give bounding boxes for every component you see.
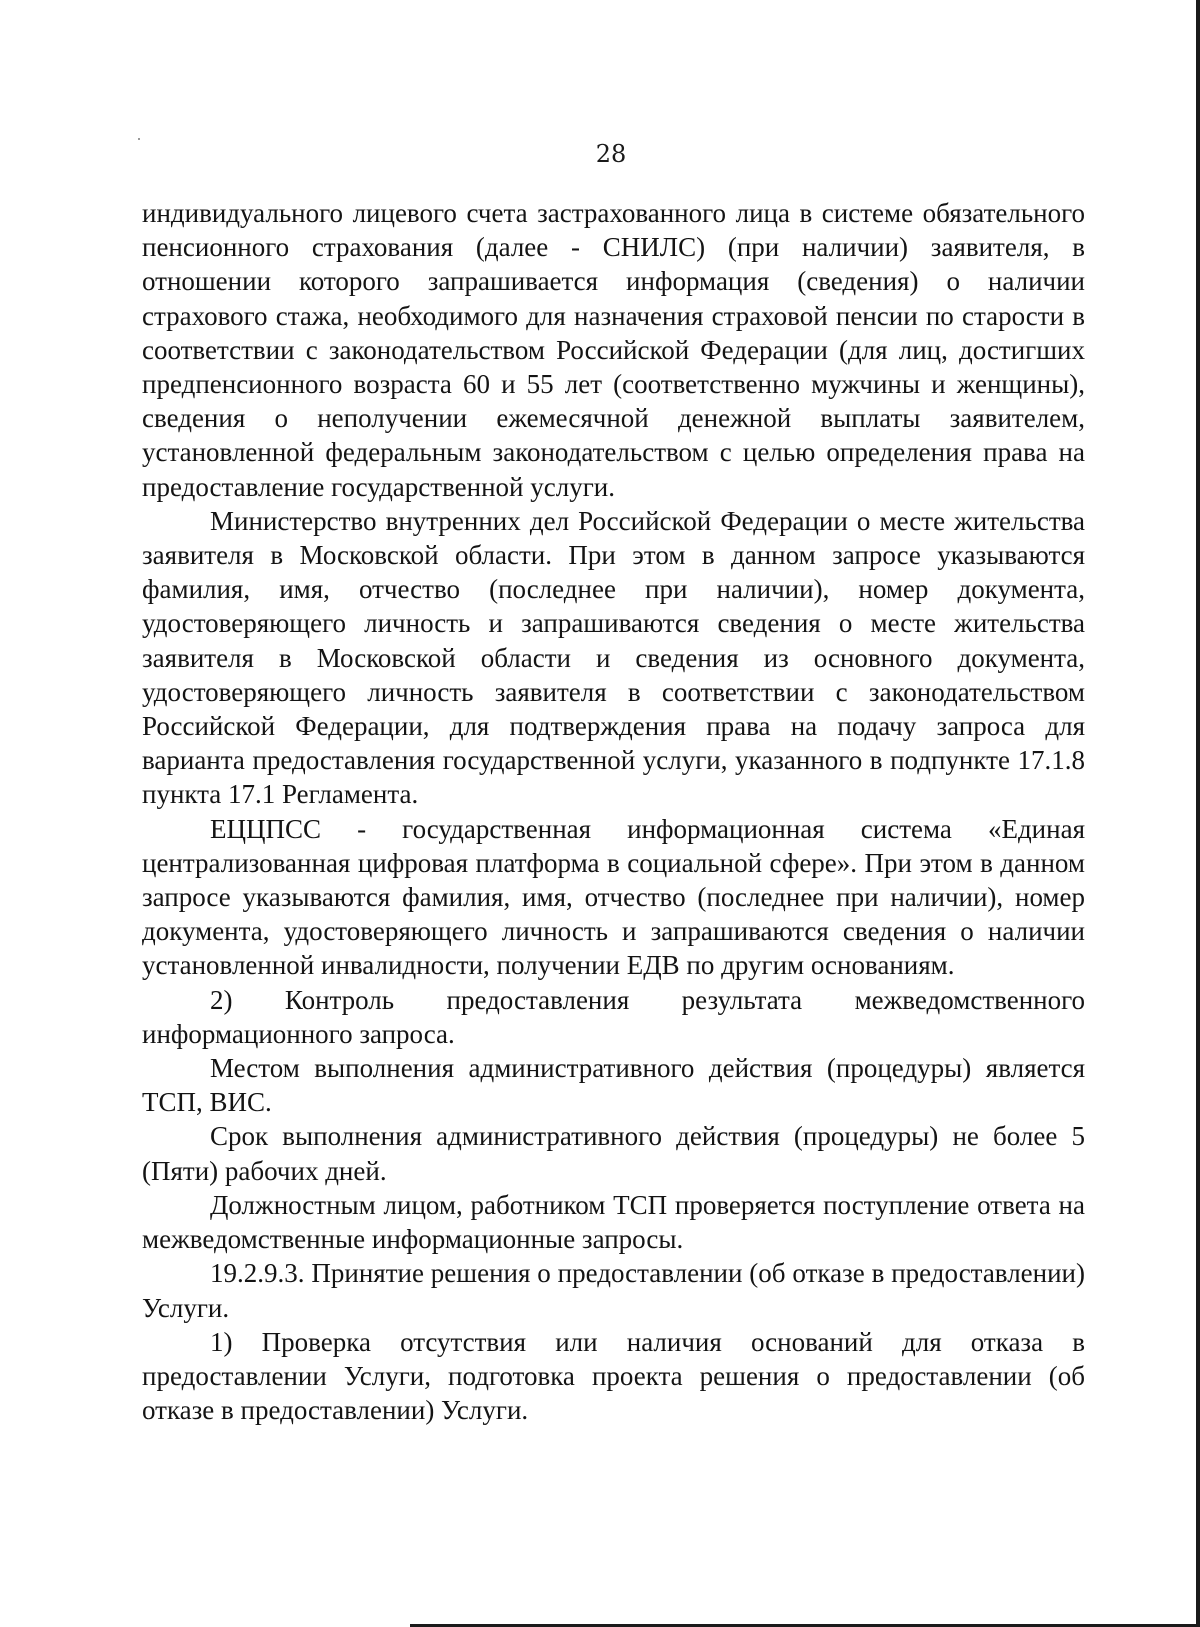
paragraph-snils-continuation: индивидуального лицевого счета застрахованного лица в системе обязательного пенсионного страхования (далее - СНИЛС) (при наличии) заявителя, в отношении которого запрашивается информация (сведения) о наличии страхового стажа, необходимого для назначения страховой пенсии по старости в соответствии с законодательством Российской Федерации (для лиц, достигших предпенсионного возраста 60 и 55 лет (соответственно мужчины и женщины), сведения о неполучении ежемесячной денежной выплаты заявителем, установленной федеральным законодательством с целью определения права на предоставление государственной услуги. <box>142 198 1085 502</box>
document-body <box>142 196 1085 1427</box>
paragraph-refusal-check: 1) Проверка отсутствия или наличия оснований для отказа в предоставлении Услуги, подготовка проекта решения о предоставлении (об отказе в предоставлении) Услуги. <box>142 1326 1085 1426</box>
paragraph-execution-term: Срок выполнения административного действия (процедуры) не более 5 (Пяти) рабочих дней. <box>142 1121 1085 1186</box>
paragraph-place-of-execution: Местом выполнения административного действия (процедуры) является ТСП, ВИС. <box>142 1053 1085 1118</box>
paragraph-control-result: 2) Контроль предоставления результата межведомственного информационного запроса. <box>142 984 1085 1049</box>
paragraph-eccpss-request: ЕЦЦПСС - государственная информационная система «Единая централизованная цифровая платформа в социальной сфере». При этом в данном запросе указываются фамилия, имя, отчество (последнее при наличии), номер документа, удостоверяющего личность и запрашиваются сведения о наличии установленной инвалидности, получении ЕДВ по другим основаниям. <box>142 813 1085 981</box>
paragraph-response-check: Должностным лицом, работником ТСП проверяется поступление ответа на межведомственные информационные запросы. <box>142 1189 1085 1255</box>
paragraph-mvd-request: Министерство внутренних дел Российской Федерации о месте жительства заявителя в Московской области. При этом в данном запросе указываются фамилия, имя, отчество (последнее при наличии), номер документа, удостоверяющего личность и запрашиваются сведения о месте жительства заявителя в Московской области и сведения из основного документа, удостоверяющего личность заявителя в соответствии с законодательством Российской Федерации, для подтверждения права на подачу запроса для варианта предоставления государственной услуги, указанного в подпункте 17.1.8 пункта 17.1 Регламента. <box>142 505 1085 810</box>
page-number: 28 <box>595 140 627 168</box>
scan-edge-right <box>1196 0 1200 1627</box>
paragraph-section-19-2-9-3: 19.2.9.3. Принятие решения о предоставлении (об отказе в предоставлении) Услуги. <box>142 1258 1085 1323</box>
